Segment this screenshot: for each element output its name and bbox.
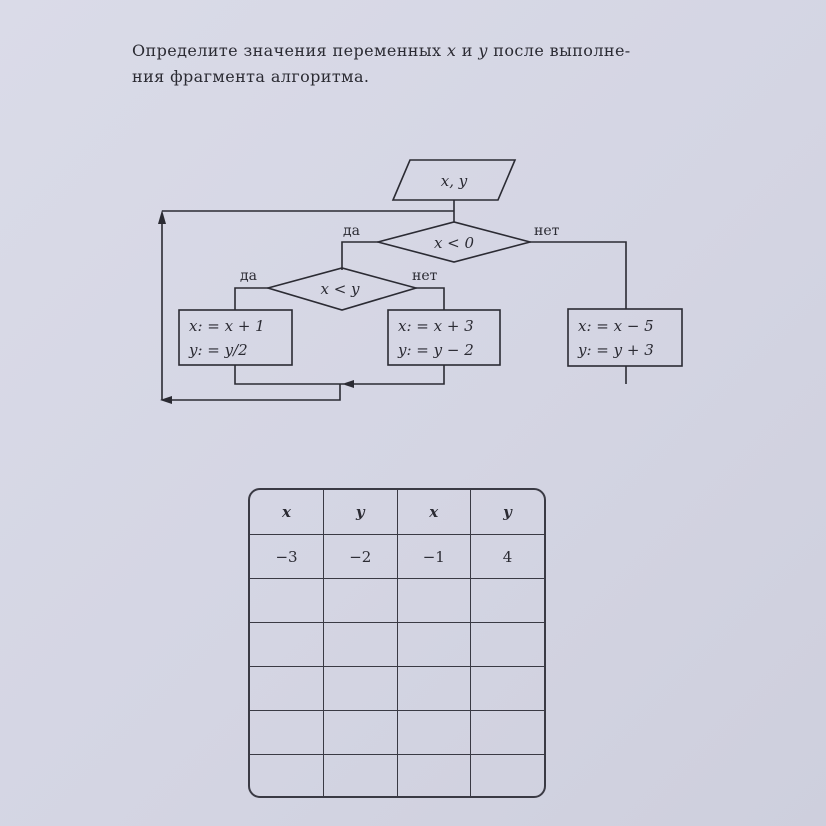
table-header-cell: x xyxy=(250,490,324,535)
inner-no-label: нет xyxy=(412,268,438,284)
box-left-line2: y: = y/2 xyxy=(189,341,248,359)
connector-outer-yes xyxy=(342,242,378,270)
task-text-part: после выполне- xyxy=(487,41,631,60)
table-cell xyxy=(397,711,471,755)
table-cell: −1 xyxy=(397,535,471,579)
table-cell xyxy=(250,667,324,711)
outer-condition-label: x < 0 xyxy=(433,234,475,252)
table-cell xyxy=(250,711,324,755)
box-right-line1: x: = x − 5 xyxy=(578,317,654,335)
connector-middle-merge xyxy=(354,365,444,384)
table-cell xyxy=(250,623,324,667)
table-cell xyxy=(324,623,398,667)
table-header-cell: x xyxy=(397,490,471,535)
task-text-part: Определите значения переменных xyxy=(132,41,447,60)
connector-loop-down xyxy=(170,384,340,400)
table-cell xyxy=(471,711,545,755)
input-label: x, y xyxy=(440,172,468,190)
inner-yes-label: да xyxy=(240,268,257,284)
connector-inner-no xyxy=(416,288,444,310)
connector-outer-no xyxy=(530,242,626,309)
table-cell: 4 xyxy=(471,535,545,579)
table-cell xyxy=(324,579,398,623)
table-cell xyxy=(471,755,545,799)
table-cell xyxy=(250,755,324,799)
table-header-cell: y xyxy=(324,490,398,535)
table-row xyxy=(250,667,544,711)
table-cell xyxy=(250,579,324,623)
table-cell xyxy=(397,755,471,799)
task-var-x: x xyxy=(446,41,457,60)
table-cell xyxy=(324,711,398,755)
table-cell xyxy=(324,667,398,711)
table-row xyxy=(250,579,544,623)
table-cell: −2 xyxy=(324,535,398,579)
loop-arrowhead-up xyxy=(158,210,166,224)
table-cell xyxy=(471,667,545,711)
box-right-line2: y: = y + 3 xyxy=(578,341,654,359)
connector-left-merge xyxy=(235,365,344,384)
table-cell xyxy=(397,623,471,667)
table-row xyxy=(250,535,544,579)
inner-condition-label: x < y xyxy=(320,280,360,298)
box-middle-line1: x: = x + 3 xyxy=(398,317,474,335)
table-row xyxy=(250,623,544,667)
table-cell xyxy=(324,755,398,799)
outer-no-label: нет xyxy=(534,223,560,239)
table-cell xyxy=(471,579,545,623)
outer-yes-label: да xyxy=(343,223,360,239)
connector-inner-yes xyxy=(235,288,268,310)
table-cell xyxy=(471,623,545,667)
task-text-part: и xyxy=(456,41,479,60)
task-text-line2: ния фрагмента алгоритма. xyxy=(132,67,370,86)
table-cell xyxy=(397,667,471,711)
table-header-cell: y xyxy=(471,490,545,535)
table-header-row xyxy=(250,490,544,535)
table-row xyxy=(250,711,544,755)
task-var-y: y xyxy=(478,41,488,60)
table-row xyxy=(250,755,544,799)
table-cell: −3 xyxy=(250,535,324,579)
box-middle-line2: y: = y − 2 xyxy=(398,341,474,359)
trace-table xyxy=(250,490,544,798)
table-cell xyxy=(397,579,471,623)
box-left-line1: x: = x + 1 xyxy=(189,317,265,335)
trace-table-frame xyxy=(248,488,546,798)
merge-arrowhead xyxy=(342,380,354,388)
